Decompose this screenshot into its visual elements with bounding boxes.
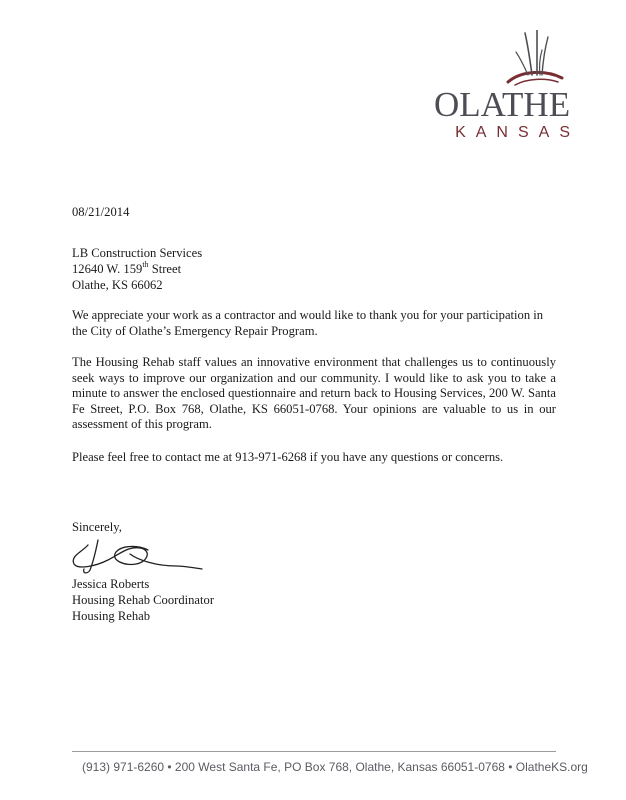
- recipient-street-number: 12640 W. 159: [72, 262, 143, 276]
- recipient-street-suffix: Street: [148, 262, 182, 276]
- olathe-grass-emblem: [504, 30, 564, 92]
- city-logo: [434, 30, 584, 140]
- body-paragraph-2: The Housing Rehab staff values an innovative environment that challenges us to continuously seek ways to improve our organization and our community. I would like to ask you to take a minute to answer the enclosed questionnaire and return back to Housing Services, 200 W. Santa Fe Street, P.O. Box 768, Olathe, KS 66051-0768. Your opinions are valuable to us in our assessment of this program.: [72, 355, 556, 431]
- logo-city-name: OLATHE: [434, 85, 571, 124]
- recipient-city: Olathe, KS 66062: [72, 278, 163, 292]
- footer-contact-line: (913) 971-6260 • 200 West Santa Fe, PO Box 768, Olathe, Kansas 66051-0768 • OlatheKS.org: [82, 760, 588, 774]
- body-paragraph-3: Please feel free to contact me at 913-971-6268 if you have any questions or concerns.: [72, 450, 504, 464]
- recipient-street: [72, 259, 182, 278]
- signer-name: Jessica Roberts: [72, 577, 150, 591]
- logo-state-name: KANSAS: [455, 124, 580, 141]
- footer-divider: [72, 751, 556, 752]
- letter-date: 08/21/2014: [72, 205, 130, 219]
- body-paragraph-1: We appreciate your work as a contractor and would like to thank you for your participation in the City of Olathe’s Emergency Repair Program.: [72, 308, 544, 338]
- handwritten-signature: [68, 536, 206, 578]
- recipient-company: LB Construction Services: [72, 246, 203, 260]
- recipient-street-ordinal: th: [142, 259, 149, 269]
- signer-title: Housing Rehab Coordinator: [72, 593, 215, 607]
- closing-salutation: Sincerely,: [72, 520, 122, 534]
- signer-department: Housing Rehab: [72, 609, 151, 623]
